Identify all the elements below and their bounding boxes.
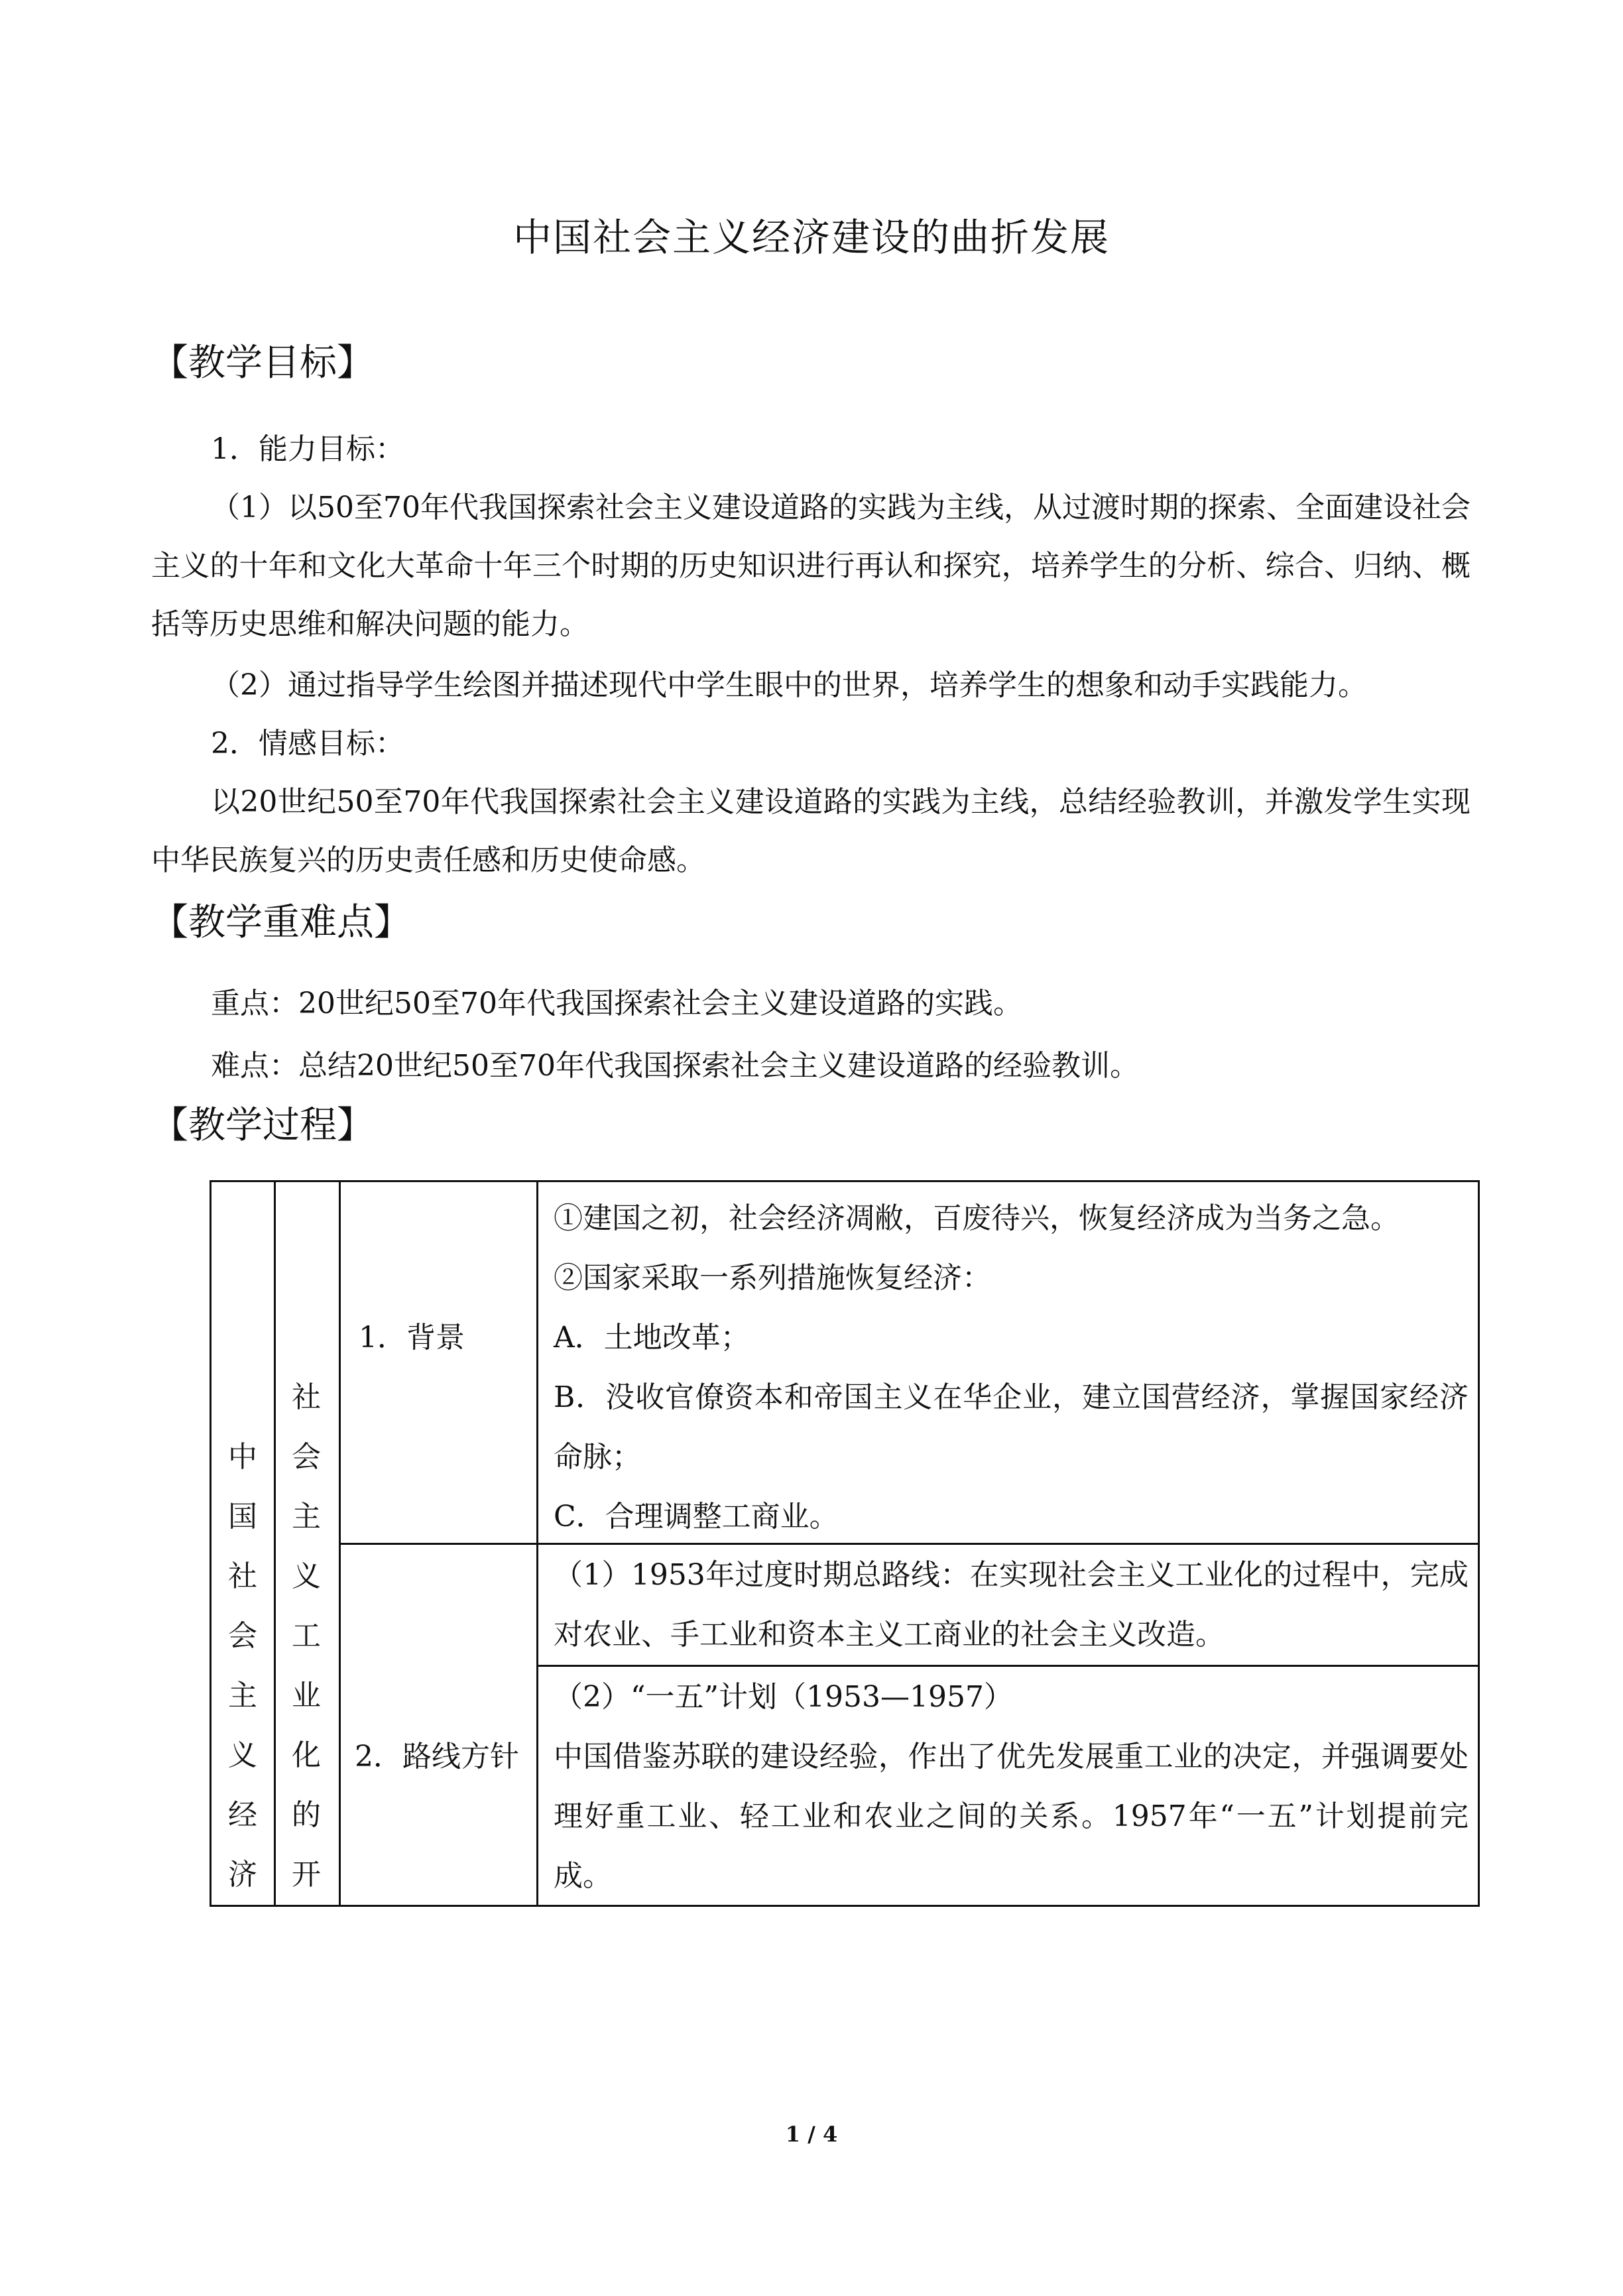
- ability-item-2: （2）通过指导学生绘图并描述现代中学生眼中的世界，培养学生的想象和动手实践能力。: [211, 668, 1367, 702]
- vertical-char: 开: [292, 1858, 321, 1892]
- page-number: 1 / 4: [785, 2122, 838, 2147]
- emotion-item-1: 以20世纪50至70年代我国探索社会主义建设道路的实践为主线，总结经验教训，并激发学生实现中华民族复兴的历史责任感和历史使命感。: [151, 785, 1471, 877]
- ability-title: 1．能力目标：: [211, 432, 404, 466]
- background-line: A．土地改革；: [554, 1321, 750, 1355]
- vertical-label-col1: [211, 1182, 274, 1905]
- vertical-char: 社: [228, 1559, 257, 1593]
- background-line: C．合理调整工商业。: [554, 1500, 839, 1534]
- row-label-route: 2．路线方针: [355, 1740, 519, 1774]
- vertical-char: 社: [292, 1380, 321, 1414]
- vertical-char: 义: [292, 1559, 321, 1593]
- background-line: ①建国之初，社会经济凋敝，百废待兴，恢复经济成为当务之急。: [554, 1201, 1400, 1235]
- background-line: ②国家采取一系列措施恢复经济：: [554, 1261, 991, 1295]
- emotion-title: 2．情感目标：: [211, 727, 404, 760]
- vertical-char: 主: [228, 1679, 257, 1713]
- vertical-char: 会: [228, 1619, 257, 1653]
- vertical-char: 济: [228, 1858, 257, 1892]
- vertical-char: 业: [292, 1679, 321, 1713]
- vertical-char: 的: [292, 1798, 321, 1832]
- five-year-plan-title: （2）“一五”计划（1953—1957）: [554, 1680, 1013, 1714]
- vertical-char: 主: [292, 1500, 321, 1534]
- table-divider: [339, 1543, 1478, 1545]
- vertical-char: 化: [292, 1738, 321, 1772]
- ability-item-1: （1）以50至70年代我国探索社会主义建设道路的实践为主线，从过渡时期的探索、全面建设社会主义的十年和文化大革命十年三个时期的历史知识进行再认和探究，培养学生的分析、综合、归纳、概括等历史思维和解决问题的能力。: [151, 491, 1471, 641]
- page-title: 中国社会主义经济建设的曲折发展: [512, 215, 1110, 260]
- vertical-char: 会: [292, 1440, 321, 1474]
- five-year-plan-text: 中国借鉴苏联的建设经验，作出了优先发展重工业的决定，并强调要处理好重工业、轻工业和农业之间的关系。1957年“一五”计划提前完成。: [554, 1740, 1469, 1893]
- background-line: B．没收官僚资本和帝国主义在华企业，建立国营经济，掌握国家经济命脉；: [554, 1380, 1469, 1474]
- process-table: [210, 1180, 1480, 1907]
- vertical-char: 工: [292, 1619, 321, 1653]
- row-label-background: 1．背景: [359, 1321, 465, 1355]
- process-heading: 【教学过程】: [151, 1104, 374, 1147]
- focus-point: 重点：20世纪50至70年代我国探索社会主义建设道路的实践。: [211, 987, 1022, 1020]
- vertical-char: 国: [228, 1500, 257, 1534]
- vertical-label-col2: [274, 1182, 339, 1905]
- table-divider: [536, 1665, 1478, 1667]
- vertical-char: 中: [228, 1440, 257, 1474]
- vertical-char: 义: [228, 1738, 257, 1772]
- key-points-heading: 【教学重难点】: [151, 901, 411, 944]
- general-line-text: （1）1953年过度时期总路线：在实现社会主义工业化的过程中，完成对农业、手工业和资本主义工商业的社会主义改造。: [554, 1558, 1469, 1652]
- objectives-heading: 【教学目标】: [151, 341, 374, 385]
- difficulty-point: 难点：总结20世纪50至70年代我国探索社会主义建设道路的经验教训。: [211, 1049, 1139, 1083]
- vertical-char: 经: [228, 1798, 257, 1832]
